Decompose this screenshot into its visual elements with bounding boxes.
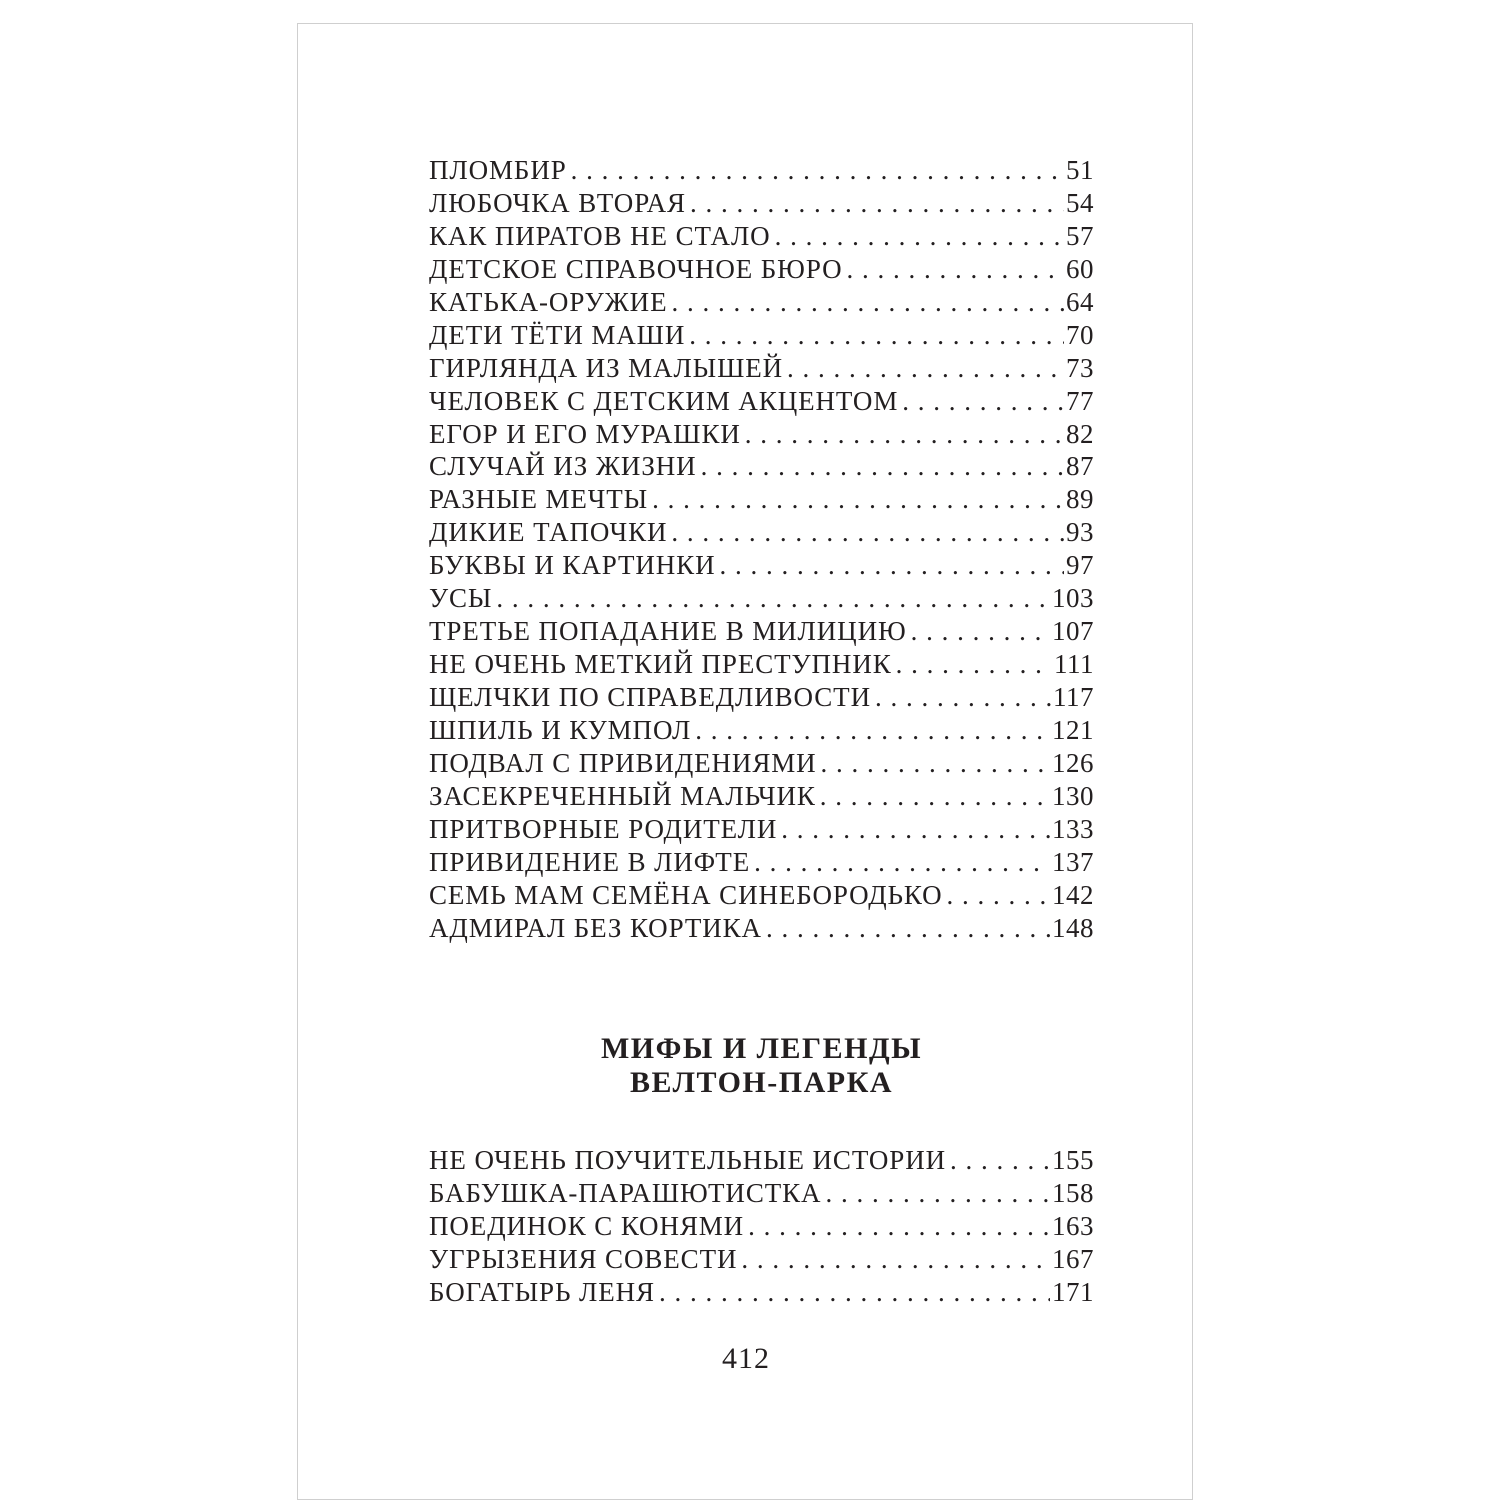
toc-entry	[429, 1210, 1094, 1243]
toc-entry	[429, 154, 1094, 187]
toc-entry	[429, 582, 1094, 615]
toc-dot-leader	[695, 714, 1050, 747]
toc-entry-page: 57	[1066, 220, 1094, 251]
toc-entry-title: ДИКИЕ ТАПОЧКИ	[429, 517, 668, 548]
toc-entry-page: 89	[1066, 484, 1094, 515]
toc-entry-title: СЕМЬ МАМ СЕМЁНА СИНЕБОРОДЬКО	[429, 879, 943, 910]
toc-entry-title: УГРЫЗЕНИЯ СОВЕСТИ	[429, 1243, 738, 1274]
toc-dot-leader	[652, 483, 1064, 516]
toc-entry-page: 171	[1052, 1276, 1094, 1307]
toc-entry-page: 93	[1066, 517, 1094, 548]
toc-dot-leader	[825, 1177, 1050, 1210]
toc-dot-leader	[496, 582, 1050, 615]
toc-dot-leader	[719, 549, 1064, 582]
toc-entry	[429, 846, 1094, 879]
toc-entry-page: 51	[1066, 155, 1094, 185]
toc-entry-title: НЕ ОЧЕНЬ ПОУЧИТЕЛЬНЫЕ ИСТОРИИ	[429, 1145, 946, 1175]
toc-entry-title: ТРЕТЬЕ ПОПАДАНИЕ В МИЛИЦИЮ	[429, 616, 907, 647]
toc-dot-leader	[671, 516, 1064, 549]
toc-entry-page: 133	[1052, 813, 1094, 844]
toc-entry-page: 70	[1066, 319, 1094, 350]
toc-entry	[429, 352, 1094, 385]
toc-dot-leader	[571, 154, 1064, 187]
toc-entry-page: 158	[1052, 1177, 1094, 1208]
toc-dot-leader	[947, 879, 1050, 912]
toc-entry-title: КАТЬКА-ОРУЖИЕ	[429, 286, 668, 317]
toc-entry	[429, 879, 1094, 912]
toc-dot-leader	[689, 319, 1064, 352]
toc-entry-title: УСЫ	[429, 583, 493, 614]
toc-entry-title: РАЗНЫЕ МЕЧТЫ	[429, 484, 649, 515]
toc-entry-page: 54	[1066, 187, 1094, 218]
toc-entry-title: ГИРЛЯНДА ИЗ МАЛЫШЕЙ	[429, 352, 784, 383]
toc-entry-page: 163	[1052, 1210, 1094, 1241]
toc-entry-title: ЩЕЛЧКИ ПО СПРАВЕДЛИВОСТИ	[429, 682, 871, 712]
toc-dot-leader	[701, 450, 1064, 483]
toc-entry	[429, 187, 1094, 220]
book-page	[297, 23, 1193, 1500]
toc-entry	[429, 912, 1094, 945]
toc-dot-leader	[659, 1276, 1050, 1309]
toc-entry	[429, 385, 1094, 418]
toc-entry-page: 130	[1052, 780, 1094, 811]
toc-entry-title: ЛЮБОЧКА ВТОРАЯ	[429, 187, 686, 218]
toc-entry-page: 148	[1052, 912, 1094, 943]
toc-entry	[429, 615, 1094, 648]
toc-dot-leader	[896, 648, 1052, 681]
toc-entry-page: 77	[1066, 385, 1094, 416]
toc-entry-page: 167	[1052, 1243, 1094, 1274]
toc-entry-page: 107	[1052, 616, 1094, 647]
toc-dot-leader	[820, 780, 1050, 813]
toc-entry-page: 73	[1066, 352, 1094, 383]
toc-entry-title: ПРИВИДЕНИЕ В ЛИФТЕ	[429, 846, 751, 877]
toc-entry	[429, 483, 1094, 516]
toc-entry-title: ШПИЛЬ И КУМПОЛ	[429, 714, 692, 745]
toc-entry-page: 126	[1052, 747, 1094, 778]
toc-entry-page: 137	[1052, 846, 1094, 877]
toc-entry-title: БУКВЫ И КАРТИНКИ	[429, 550, 716, 581]
toc-entry	[429, 418, 1094, 451]
toc-entry	[429, 1243, 1094, 1276]
toc-entry	[429, 1144, 1094, 1177]
toc-entry-title: ПОЕДИНОК С КОНЯМИ	[429, 1210, 745, 1241]
toc-entry	[429, 648, 1094, 681]
toc-entry	[429, 747, 1094, 780]
toc-entry-page: 64	[1066, 286, 1094, 317]
toc-entry-page: 82	[1066, 418, 1094, 449]
toc-entry	[429, 319, 1094, 352]
toc-entry-title: АДМИРАЛ БЕЗ КОРТИКА	[429, 912, 762, 943]
section-heading-line-1: МИФЫ И ЛЕГЕНДЫ	[600, 1032, 923, 1065]
toc-dot-leader	[748, 1210, 1050, 1243]
toc-entry-page: 87	[1066, 451, 1094, 482]
toc-dot-leader	[690, 187, 1064, 220]
toc-dot-leader	[781, 813, 1050, 846]
toc-dot-leader	[745, 418, 1064, 451]
toc-entry	[429, 1177, 1094, 1210]
toc-dot-leader	[911, 615, 1050, 648]
toc-entry-title: ЗАСЕКРЕЧЕННЫЙ МАЛЬЧИК	[429, 780, 816, 811]
toc-entry-page: 60	[1066, 253, 1094, 284]
toc-entry	[429, 220, 1094, 253]
section-table-of-contents	[429, 1144, 1094, 1309]
toc-entry-page: 155	[1052, 1145, 1094, 1175]
page-number: 412	[722, 1342, 770, 1375]
toc-entry	[429, 813, 1094, 846]
toc-entry	[429, 549, 1094, 582]
toc-entry-title: НЕ ОЧЕНЬ МЕТКИЙ ПРЕСТУПНИК	[429, 649, 892, 680]
toc-entry	[429, 286, 1094, 319]
toc-entry-title: БОГАТЫРЬ ЛЕНЯ	[429, 1276, 655, 1307]
toc-entry-page: 142	[1052, 879, 1094, 910]
section-heading	[429, 1032, 1094, 1100]
toc-dot-leader	[950, 1144, 1050, 1177]
toc-entry	[429, 1276, 1094, 1309]
toc-entry	[429, 516, 1094, 549]
toc-entry-title: ЕГОР И ЕГО МУРАШКИ	[429, 418, 741, 449]
toc-dot-leader	[754, 846, 1050, 879]
table-of-contents	[429, 154, 1094, 945]
toc-entry-title: ЧЕЛОВЕК С ДЕТСКИМ АКЦЕНТОМ	[429, 385, 899, 416]
toc-entry-title: ДЕТСКОЕ СПРАВОЧНОЕ БЮРО	[429, 253, 843, 284]
toc-entry	[429, 253, 1094, 286]
toc-dot-leader	[766, 912, 1050, 945]
toc-entry-page: 117	[1053, 682, 1094, 712]
toc-entry-title: ПРИТВОРНЫЕ РОДИТЕЛИ	[429, 813, 778, 844]
toc-entry-title: ПОДВАЛ С ПРИВИДЕНИЯМИ	[429, 747, 817, 778]
toc-entry-title: ПЛОМБИР	[429, 155, 567, 185]
toc-dot-leader	[787, 352, 1064, 385]
toc-entry-page: 97	[1066, 550, 1094, 581]
toc-dot-leader	[902, 385, 1064, 418]
toc-dot-leader	[846, 253, 1064, 286]
toc-entry-title: СЛУЧАЙ ИЗ ЖИЗНИ	[429, 451, 697, 482]
toc-entry	[429, 714, 1094, 747]
toc-entry-page: 103	[1052, 583, 1094, 614]
toc-entry	[429, 780, 1094, 813]
toc-entry	[429, 681, 1094, 714]
toc-dot-leader	[741, 1243, 1050, 1276]
toc-entry-title: БАБУШКА-ПАРАШЮТИСТКА	[429, 1177, 822, 1208]
toc-dot-leader	[821, 747, 1050, 780]
toc-dot-leader	[775, 220, 1064, 253]
toc-dot-leader	[875, 681, 1051, 714]
toc-entry-title: ДЕТИ ТЁТИ МАШИ	[429, 319, 686, 350]
toc-entry-page: 111	[1054, 649, 1094, 680]
section-heading-line-2: ВЕЛТОН-ПАРКА	[630, 1066, 893, 1099]
toc-entry-page: 121	[1052, 714, 1094, 745]
toc-entry-title: КАК ПИРАТОВ НЕ СТАЛО	[429, 220, 771, 251]
toc-entry	[429, 450, 1094, 483]
toc-dot-leader	[671, 286, 1064, 319]
